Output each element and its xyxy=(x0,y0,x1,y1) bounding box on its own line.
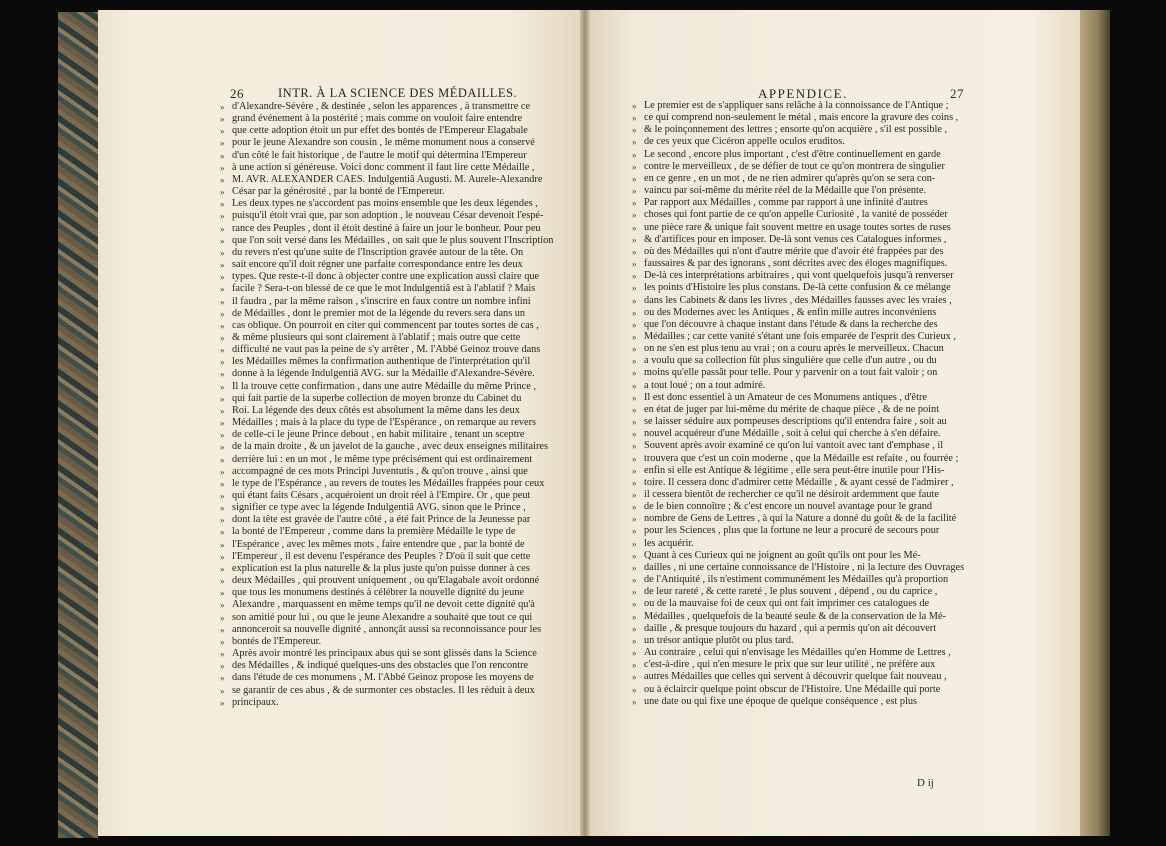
quote-mark: » xyxy=(220,199,225,210)
quote-mark: » xyxy=(632,161,637,172)
quote-mark: » xyxy=(220,174,225,185)
text-line: » de ces yeux que Cicéron appelle oculos eruditos. xyxy=(632,136,845,148)
marbled-endpaper xyxy=(58,12,98,838)
quote-mark: » xyxy=(632,575,637,586)
text-line: » Après avoir montré les principaux abus qui se sont glissés dans la Science xyxy=(220,648,537,660)
text-line: » Quant à ces Curieux qui ne joignent au goût qu'ils ont pour les Mé- xyxy=(632,549,921,561)
quote-mark: » xyxy=(632,125,637,136)
quote-mark: » xyxy=(220,102,225,112)
text-line: » grand événement à la postérité ; mais comme on vouloit faire entendre xyxy=(220,113,523,125)
text-line: » ou à éclaircir quelque point obscur de l'Histoire. Une Médaille qui porte xyxy=(632,683,941,695)
quote-mark: » xyxy=(220,685,225,696)
quote-mark: » xyxy=(632,173,637,184)
text-line: » Alexandre , marquassent en même temps qu'il ne devoit cette dignité qu'à xyxy=(220,599,535,611)
text-line: » des Médailles , & indiqué quelques-uns des obstacles que l'on rencontre xyxy=(220,660,529,672)
text-line: » sait encore qu'il doit régner une parfaite correspondance entre les deux xyxy=(220,259,523,271)
quote-mark: » xyxy=(220,624,225,635)
quote-mark: » xyxy=(220,187,225,198)
quote-mark: » xyxy=(220,527,225,538)
quote-mark: » xyxy=(220,260,225,271)
left-page-body xyxy=(220,101,554,709)
quote-mark: » xyxy=(220,539,225,550)
quote-mark: » xyxy=(632,283,637,294)
quote-mark: » xyxy=(632,380,637,391)
quote-mark: » xyxy=(632,198,637,209)
signature-mark: D ij xyxy=(917,777,934,789)
quote-mark: » xyxy=(632,526,637,537)
text-line: » types. Que reste-t-il donc à objecter contre une explication aussi claire que xyxy=(220,271,540,283)
quote-mark: » xyxy=(220,211,225,222)
right-page-body xyxy=(632,100,970,708)
quote-mark: » xyxy=(220,272,225,283)
text-line: » Le second , encore plus important , c'est d'être continuellement en garde xyxy=(632,148,941,160)
text-line: » Il est donc essentiel à un Amateur de ces Monumens antiques , d'être xyxy=(632,391,927,403)
text-line: » que cette adoption étoit un pur effet des bontés de l'Empereur Elagabale xyxy=(220,125,528,137)
quote-mark: » xyxy=(632,295,637,306)
text-line: » c'est-à-dire , qui n'en mesure le prix que sur leur utilité , ne préfère aux xyxy=(632,659,936,671)
text-line: » dailles , ni une certaine connoissance de l'Histoire , ni la lecture des Ouvrages xyxy=(632,561,965,573)
quote-mark: » xyxy=(632,331,637,342)
text-line: » dans les Cabinets & dans les livres , des Médailles fausses avec les vraies , xyxy=(632,294,952,306)
text-line: » dans l'étude de ces monumens , M. l'Abbé Geinoz propose les moyens de xyxy=(220,672,534,684)
quote-mark: » xyxy=(632,453,637,464)
quote-mark: » xyxy=(220,223,225,234)
text-line: » il cessera bientôt de rechercher ce qu'il ne désiroit ardemment que faute xyxy=(632,489,939,500)
quote-mark: » xyxy=(632,344,637,355)
quote-mark: » xyxy=(220,563,225,574)
quote-mark: » xyxy=(220,284,225,295)
text-line: » puisqu'il étoit vrai que, par son adoption , le nouveau César devenoit l'espé- xyxy=(220,210,544,222)
quote-mark: » xyxy=(220,332,225,343)
quote-mark: » xyxy=(220,442,225,453)
quote-mark: » xyxy=(632,404,637,415)
quote-mark: » xyxy=(220,576,225,587)
quote-mark: » xyxy=(632,623,637,634)
quote-mark: » xyxy=(220,235,225,246)
quote-mark: » xyxy=(220,247,225,258)
text-line: » Au contraire , celui qui n'envisage les Médailles qu'en Homme de Lettres , xyxy=(632,647,951,659)
text-line: » son amitié pour lui , ou que le jeune Alexandre a souhaité que tout ce qui xyxy=(220,611,533,623)
text-line: » que tous les monumens destinés à célébrer la nouvelle dignité du jeune xyxy=(220,587,524,599)
text-line: » de leur rareté , & cette rareté , le plus souvent , dépend , ou du caprice , xyxy=(632,586,938,598)
text-line: » bontés de l'Empereur. xyxy=(220,635,322,647)
left-page-number: 26 xyxy=(230,86,244,101)
quote-mark: » xyxy=(632,648,637,659)
text-line: » deux Médailles , qui prouvent uniquement , ou qu'Elagabale avoit ordonné xyxy=(220,575,540,587)
quote-mark: » xyxy=(632,696,637,707)
text-line: » du revers n'est qu'une suite de l'Inscription gravée autour de la tête. On xyxy=(220,246,524,258)
quote-mark: » xyxy=(220,673,225,684)
text-line: » moins qu'elle passât pour telle. Pour y parvenir on a tout fait valoir ; on xyxy=(632,367,938,379)
text-line: » une pièce rare & unique fait souvent mettre en usage toutes sortes de ruses xyxy=(632,221,951,233)
quote-mark: » xyxy=(220,600,225,611)
quote-mark: » xyxy=(632,222,637,233)
text-line: » signifier ce type avec la légende Indulgentiâ AVG. sinon que le Prince , xyxy=(220,502,526,514)
text-line: » choses qui font partie de ce qu'on appelle Curiosité , la vanité de posséder xyxy=(632,209,948,221)
book-board-edge xyxy=(1080,10,1110,836)
quote-mark: » xyxy=(632,137,637,148)
text-line: » de l'Antiquité , ils n'estiment communément les Médailles qu'à proportion xyxy=(632,574,949,586)
text-line: » pour les Sciences , plus que la fortune ne leur a procuré de secours pour xyxy=(632,525,940,537)
quote-mark: » xyxy=(632,587,637,598)
quote-mark: » xyxy=(632,477,637,488)
text-line: » daille , & presque toujours du hazard , qui a permis qu'on ait découvert xyxy=(632,622,937,634)
text-line: » derrière lui : en un mot , le même type précisément qui est ordinairement xyxy=(220,453,533,465)
quote-mark: » xyxy=(220,369,225,380)
text-line: » facile ? Sera-t-on blessé de ce que le mot Indulgentiâ est à l'ablatif ? Mais xyxy=(220,283,536,295)
quote-mark: » xyxy=(632,259,637,270)
quote-mark: » xyxy=(220,296,225,307)
text-line: » principaux. xyxy=(220,696,279,708)
text-line: » De-là ces interprétations arbitraires , qui vont quelquefois jusqu'à renverser xyxy=(632,270,954,282)
text-line: » de celle-ci le jeune Prince debout , en habit militaire , tenant un sceptre xyxy=(220,429,525,441)
text-line: » qui fait partie de la superbe collection de moyen bronze du Cabinet du xyxy=(220,392,522,404)
quote-mark: » xyxy=(632,307,637,318)
quote-mark: » xyxy=(632,101,637,111)
quote-mark: » xyxy=(220,515,225,526)
quote-mark: » xyxy=(632,210,637,221)
quote-mark: » xyxy=(220,345,225,356)
text-line: » qui étant faits Césars , acquéroient un droit réel à l'Empire. Or , que peut xyxy=(220,490,531,501)
quote-mark: » xyxy=(220,381,225,392)
text-line: » dont la tête est gravée de l'autre côté , a été fait Prince de la Jeunesse par xyxy=(220,514,531,526)
quote-mark: » xyxy=(220,114,225,125)
text-line: » les points d'Histoire les plus constans. De-là cette confusion & ce mélange xyxy=(632,282,951,294)
quote-mark: » xyxy=(220,454,225,465)
quote-mark: » xyxy=(220,430,225,441)
left-running-head: INTR. À LA SCIENCE DES MÉDAILLES. xyxy=(278,86,518,100)
quote-mark: » xyxy=(220,649,225,660)
quote-mark: » xyxy=(220,697,225,708)
quote-mark: » xyxy=(632,271,637,282)
quote-mark: » xyxy=(632,660,637,671)
text-line: » & d'artifices pour en imposer. De-là sont venus ces Catalogues informes , xyxy=(632,233,947,245)
text-line: » & même plusieurs qui sont clairement à l'ablatif ; mais outre que cette xyxy=(220,331,521,343)
text-line: » donne à la légende Indulgentiâ AVG. sur la Médaille d'Alexandre-Sévère. xyxy=(220,368,535,380)
book-gutter xyxy=(580,10,590,836)
text-line: » autres Médailles que celles qui servent à découvrir quelque fait nouveau , xyxy=(632,671,947,683)
quote-mark: » xyxy=(632,113,637,124)
quote-mark: » xyxy=(220,308,225,319)
text-line: » toire. Il cessera donc d'admirer cette Médaille , & ayant cessé de l'admirer , xyxy=(632,476,954,488)
text-line: » que l'on soit versé dans les Médailles , on sait que le plus souvent l'Inscription xyxy=(220,234,554,246)
text-line: » trouvera que c'est un coin moderne , que la Médaille est refaite , ou fourrée ; xyxy=(632,452,959,464)
quote-mark: » xyxy=(632,149,637,160)
text-line: » rance des Peuples , dont il étoit destiné à faire un jour le bonheur. Pour peu xyxy=(220,222,541,234)
quote-mark: » xyxy=(220,357,225,368)
text-line: » en état de juger par lui-même du mérite de chaque pièce , & de ne point xyxy=(632,403,940,415)
text-line: » où des Médailles qui n'ont d'autre mérite que d'avoir été frappées par des xyxy=(632,245,944,257)
text-line: » en ce genre , en un mot , de ne rien admirer qu'après qu'on se sera con- xyxy=(632,172,936,184)
text-line: » ou de la mauvaise foi de ceux qui ont fait imprimer ces catalogues de xyxy=(632,598,930,610)
quote-mark: » xyxy=(220,393,225,404)
text-line: » Roi. La légende des deux côtés est absolument la même dans les deux xyxy=(220,404,520,416)
text-line: » nouvel acquéreur d'une Médaille , soit à celui qui cherche à s'en défaire. xyxy=(632,428,941,440)
quote-mark: » xyxy=(632,429,637,440)
quote-mark: » xyxy=(220,612,225,623)
text-line: » à une action si généreuse. Voici donc comment il faut lire cette Médaille , xyxy=(220,161,535,173)
quote-mark: » xyxy=(220,636,225,647)
quote-mark: » xyxy=(220,661,225,672)
quote-mark: » xyxy=(220,478,225,489)
quote-mark: » xyxy=(632,368,637,379)
text-line: » la bonté de l'Empereur , comme dans la première Médaille le type de xyxy=(220,526,516,538)
text-line: » l'Espérance , avec les mêmes mots , faire entendre que , par la bonté de xyxy=(220,538,525,550)
text-line: » ou des Modernes avec les Antiques , & enfin mille autres inconvéniens xyxy=(632,306,937,318)
quote-mark: » xyxy=(220,320,225,331)
quote-mark: » xyxy=(220,418,225,429)
quote-mark: » xyxy=(632,538,637,549)
quote-mark: » xyxy=(220,503,225,514)
quote-mark: » xyxy=(632,234,637,245)
quote-mark: » xyxy=(632,490,637,500)
text-line: » de la main droite , & un javelot de la gauche , avec deux enseignes militaires xyxy=(220,441,548,453)
text-line: » annonceroit sa nouvelle dignité , annonçât aussi sa reconnoissance pour les xyxy=(220,623,542,635)
quote-mark: » xyxy=(632,465,637,476)
text-line: » contre le merveilleux , de se défier de tout ce qu'on montrera de singulier xyxy=(632,160,945,172)
text-line: » les acquérir. xyxy=(632,537,694,549)
quote-mark: » xyxy=(220,466,225,477)
quote-mark: » xyxy=(220,138,225,149)
quote-mark: » xyxy=(632,599,637,610)
text-line: » vaincu par soi-même du mérite réel de la Médaille que l'on présente. xyxy=(632,185,927,197)
quote-mark: » xyxy=(220,126,225,137)
text-line: » une date ou qui fixe une époque de quelque conséquence , est plus xyxy=(632,695,918,707)
text-line: » Les deux types ne s'accordent pas moins ensemble que les deux légendes , xyxy=(220,198,538,210)
quote-mark: » xyxy=(632,635,637,646)
quote-mark: » xyxy=(220,588,225,599)
quote-mark: » xyxy=(632,684,637,695)
quote-mark: » xyxy=(632,502,637,513)
quote-mark: » xyxy=(632,562,637,573)
right-page-number: 27 xyxy=(950,86,964,101)
text-line: » d'un côté le fait historique , de l'autre le motif qui détermina l'Empereur xyxy=(220,149,527,161)
text-line: » un trésor antique plutôt ou plus tard. xyxy=(632,634,794,646)
text-line: » Médailles ; mais à la place du type de l'Espérance , on remarque au revers xyxy=(220,417,537,429)
quote-mark: » xyxy=(632,392,637,403)
quote-mark: » xyxy=(632,186,637,197)
text-line: » on ne s'en est plus tenu au vrai ; on a couru après le merveilleux. Chacun xyxy=(632,343,944,355)
text-line: » a voulu que sa collection fût plus singulière que celle d'un autre , ou du xyxy=(632,355,937,367)
text-line: » & le poinçonnement des lettres ; ensorte qu'on acquière , s'il est possible , xyxy=(632,124,948,136)
text-line: » faussaires & par des ignorans , sont décrites avec des éloges magnifiques. xyxy=(632,258,948,270)
text-line: » de Médailles , dont le premier mot de la légende du revers sera dans un xyxy=(220,307,526,319)
text-line: » a tout loué ; on a tout admiré. xyxy=(632,379,766,391)
text-line: » Médailles , quelquefois de la beauté seule & de la conservation de la Mé- xyxy=(632,610,946,622)
text-line: » Médailles ; car cette vanité s'étant une fois emparée de l'esprit des Curieux , xyxy=(632,330,956,342)
text-line: » Souvent après avoir examiné ce qu'on lui vantoit avec tant d'emphase , il xyxy=(632,440,944,452)
text-line: » pour le jeune Alexandre son cousin , le même monument nous a conservé xyxy=(220,137,535,149)
quote-mark: » xyxy=(220,150,225,161)
quote-mark: » xyxy=(632,441,637,452)
text-line: » Le premier est de s'appliquer sans relâche à la connoissance de l'Antique ; xyxy=(632,100,949,111)
quote-mark: » xyxy=(632,611,637,622)
text-line: » enfin si elle est Antique & légitime , elle sera peut-être inutile pour l'His- xyxy=(632,464,945,476)
quote-mark: » xyxy=(632,672,637,683)
quote-mark: » xyxy=(632,550,637,561)
text-line: » cas oblique. On pourroit en citer qui commencent par toutes sortes de cas , xyxy=(220,319,539,331)
text-line: » explication est la plus naturelle & la plus juste qu'on puisse donner à ces xyxy=(220,562,530,574)
text-line: » se garantir de ces abus , & de surmonter ces obstacles. Il les réduit à deux xyxy=(220,684,535,696)
text-line: » Il la trouve cette confirmation , dans une autre Médaille du même Prince , xyxy=(220,380,536,392)
text-line: » les Médailles mêmes la confirmation authentique de l'interprétation qu'il xyxy=(220,356,531,368)
quote-mark: » xyxy=(220,491,225,501)
text-line: » l'Empereur , il est devenu l'espérance des Peuples ? D'où il suit que cette xyxy=(220,550,531,562)
text-line: » nombre de Gens de Lettres , à qui la Nature a donné du goût & de la facilité xyxy=(632,513,957,525)
text-line: » M. AVR. ALEXANDER CAES. Indulgentiâ Augusti. M. Aurele-Alexandre xyxy=(220,173,543,185)
right-running-head: APPENDICE. xyxy=(758,86,848,101)
text-line: » Par rapport aux Médailles , comme par rapport à une infinité d'autres xyxy=(632,197,928,209)
text-line: » que l'on découvre à chaque instant dans l'étude & dans la recherche des xyxy=(632,318,938,330)
text-line: » il faudra , par la même raison , s'inscrire en faux contre un nombre infini xyxy=(220,295,531,307)
text-line: » d'Alexandre-Sévère , & destinée , selon les apparences , à transmettre ce xyxy=(220,101,531,112)
quote-mark: » xyxy=(632,514,637,525)
quote-mark: » xyxy=(632,356,637,367)
text-line: » de le bien connoître ; & c'est encore un nouvel avantage pour le grand xyxy=(632,501,933,513)
text-line: » César par la générosité , par la bonté de l'Empereur. xyxy=(220,186,445,198)
quote-mark: » xyxy=(632,319,637,330)
text-line: » accompagné de ces mots Principi Juventutis , & qu'on trouve , ainsi que xyxy=(220,465,528,477)
text-line: » le type de l'Espérance , au revers de toutes les Médailles frappées pour ceux xyxy=(220,477,545,489)
quote-mark: » xyxy=(220,551,225,562)
text-line: » se laisser séduire aux pompeuses descriptions qu'il entendra faire , soit au xyxy=(632,416,947,428)
quote-mark: » xyxy=(220,162,225,173)
quote-mark: » xyxy=(632,246,637,257)
quote-mark: » xyxy=(632,417,637,428)
text-line: » difficulté ne vaut pas la peine de s'y arrêter , M. l'Abbé Geinoz trouve dans xyxy=(220,344,541,356)
text-line: » ce qui comprend non-seulement le métal , mais encore la gravure des coins , xyxy=(632,112,959,124)
quote-mark: » xyxy=(220,405,225,416)
